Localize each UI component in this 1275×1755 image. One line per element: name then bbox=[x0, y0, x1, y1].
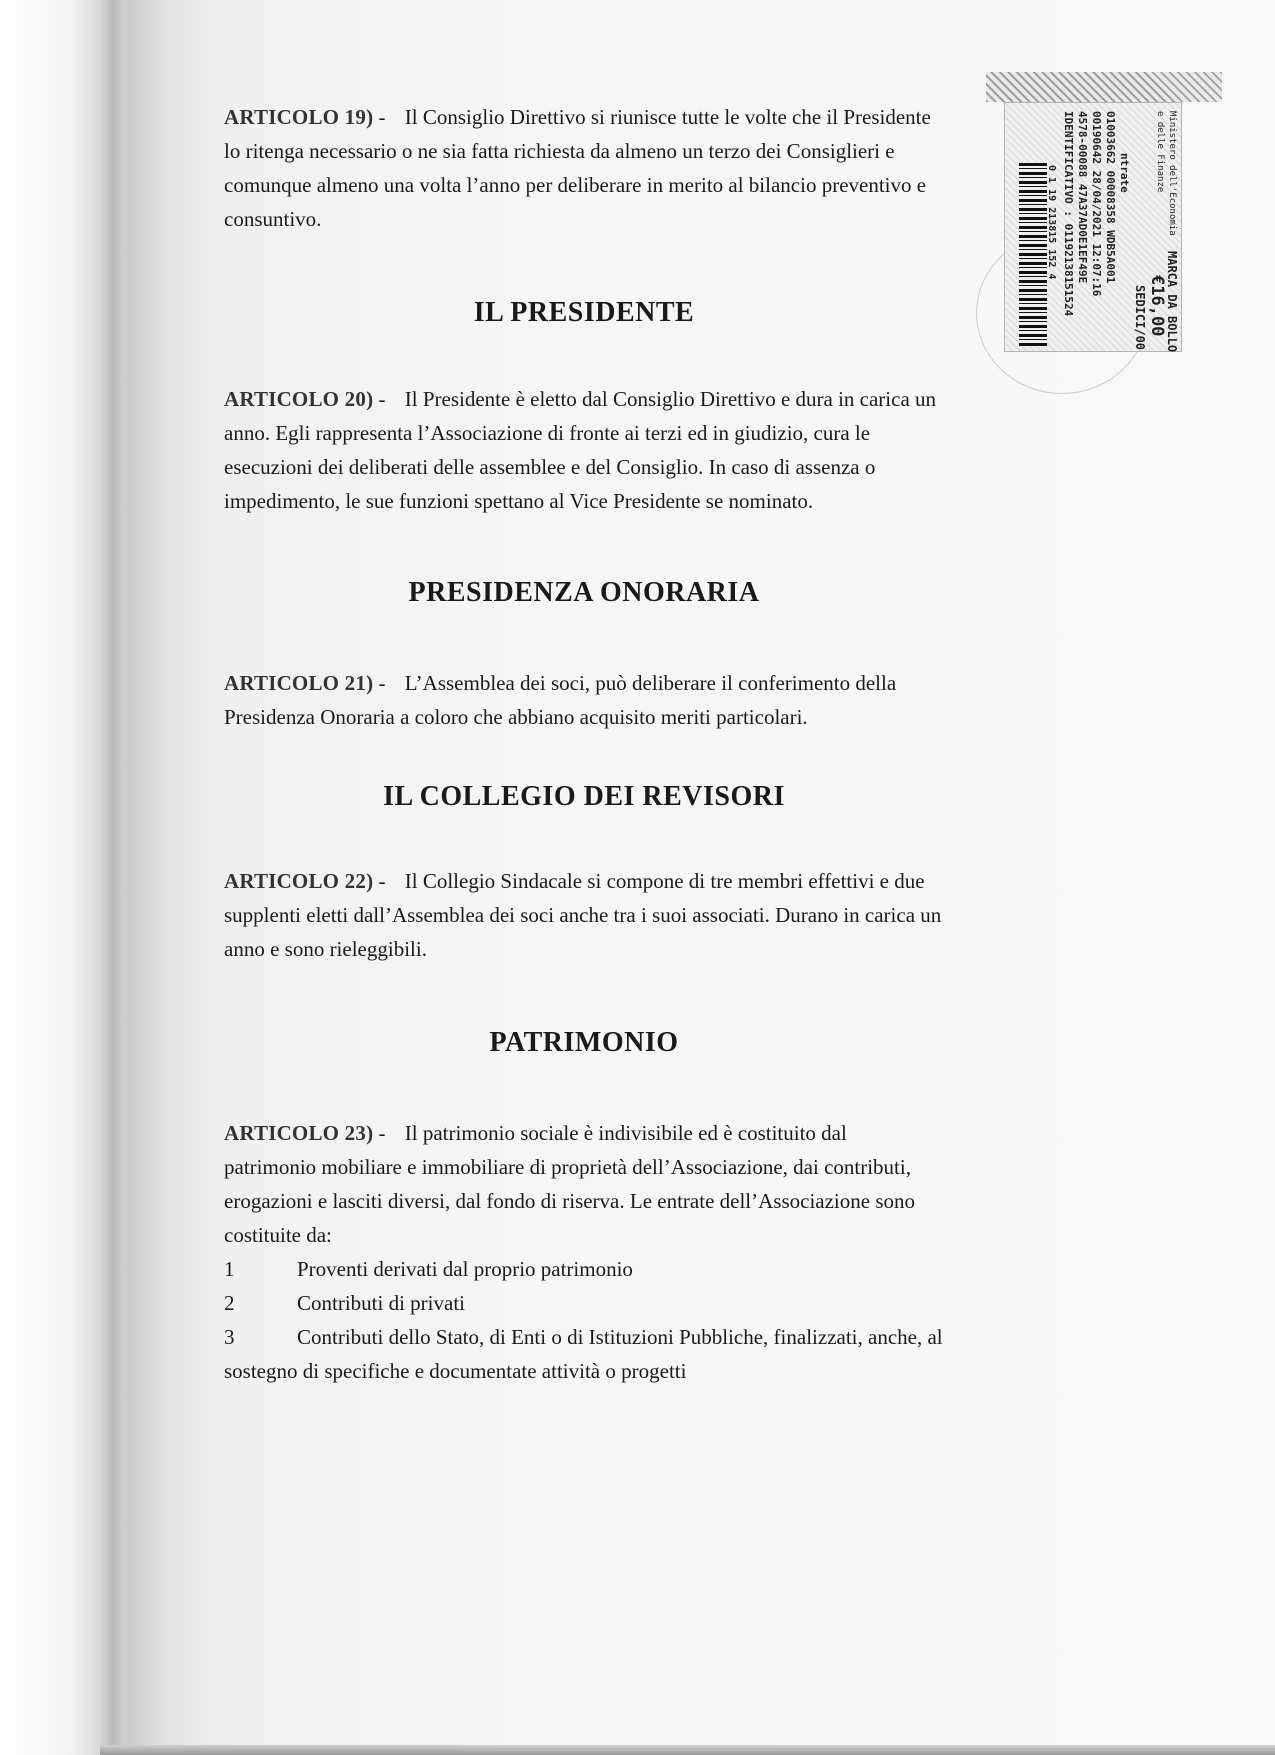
list-number: 1 bbox=[224, 1257, 235, 1281]
stamp-agency: ntrate bbox=[1118, 153, 1131, 193]
article-dash: - bbox=[378, 1121, 386, 1145]
article-text: Il Collegio Sindacale si compone di tre membri effettivi e due supplenti eletti dall’Assemblea dei soci anche tra i suoi associati. Durano in carica un anno e sono rieleggibili. bbox=[224, 869, 942, 961]
article-dash: - bbox=[378, 869, 386, 893]
stamp-value-words: SEDICI/00 bbox=[1133, 285, 1147, 351]
article-22 bbox=[224, 864, 944, 966]
article-text: L’Assemblea dei soci, può deliberare il conferimento della Presidenza Onoraria a coloro che abbiano acquisito meriti particolari. bbox=[224, 671, 897, 729]
article-label: ARTICOLO 19) bbox=[224, 105, 374, 129]
document-body bbox=[224, 100, 944, 1388]
stamp-ministry: Ministero dell'Economia bbox=[1167, 111, 1177, 236]
article-19 bbox=[224, 100, 944, 236]
section-title-presidente: IL PRESIDENTE bbox=[473, 297, 695, 328]
article-20 bbox=[224, 382, 944, 518]
section-title-onoraria: PRESIDENZA ONORARIA bbox=[408, 577, 760, 608]
list-text: Contributi di privati bbox=[297, 1291, 465, 1315]
article-text: Il Presidente è eletto dal Consiglio Direttivo e dura in carica un anno. Egli rappresenta l’Associazione di fronte ai terzi ed in giudizio, cura le esecuzioni dei deliberati delle assemblee e del Consiglio. In caso di assenza o impedimento, le sue funzioni spettano al Vice Presidente se nominato. bbox=[224, 387, 937, 513]
section-title-patrimonio: PATRIMONIO bbox=[489, 1027, 679, 1058]
stamp-code-line: 01003662 00008358 WDB5A001 bbox=[1104, 111, 1117, 284]
article-text: Il Consiglio Direttivo si riunisce tutte le volte che il Presidente lo ritenga necessario o ne sia fatta richiesta da almeno un terzo dei Consiglieri e comunque almeno una volta l’anno per deliberare in merito al bilancio preventivo e consuntivo. bbox=[224, 105, 931, 231]
stamp-value: €16,00 bbox=[1147, 275, 1167, 337]
article-label: ARTICOLO 21) bbox=[224, 671, 374, 695]
article-label: ARTICOLO 22) bbox=[224, 869, 374, 893]
article-dash: - bbox=[378, 387, 386, 411]
barcode-icon bbox=[1019, 163, 1047, 347]
article-23 bbox=[224, 1116, 944, 1388]
stamp-code-line: 4578-00088 47A37AD0E1EF49E bbox=[1076, 111, 1089, 284]
stamp-identifier: IDENTIFICATIVO : 01192138151524 bbox=[1062, 111, 1075, 317]
section-title-revisori: IL COLLEGIO DEI REVISORI bbox=[383, 781, 785, 812]
stamp-ministry-sub: e delle Finanze bbox=[1155, 111, 1165, 193]
list-number: 3 bbox=[224, 1325, 235, 1349]
list-item bbox=[224, 1320, 944, 1388]
stamp-title: MARCA DA BOLLO bbox=[1165, 251, 1179, 353]
stamp-body bbox=[1004, 102, 1182, 352]
page-bottom-edge bbox=[100, 1745, 1275, 1755]
list-item bbox=[224, 1252, 944, 1286]
article-dash: - bbox=[378, 671, 386, 695]
list-text: Proventi derivati dal proprio patrimonio bbox=[297, 1257, 633, 1281]
list-number: 2 bbox=[224, 1291, 235, 1315]
article-dash: - bbox=[378, 105, 386, 129]
book-binding-shadow bbox=[0, 0, 125, 1755]
article-label: ARTICOLO 20) bbox=[224, 387, 374, 411]
revenue-stamp bbox=[986, 72, 1222, 380]
stamp-decorative-border bbox=[986, 72, 1222, 102]
list-text: Contributi dello Stato, di Enti o di Istituzioni Pubbliche, finalizzati, anche, al sostegno di specifiche e documentate attività o progetti bbox=[224, 1325, 943, 1383]
stamp-barcode-number: 0 1 19 213815 152 4 bbox=[1046, 165, 1057, 280]
article-label: ARTICOLO 23) bbox=[224, 1121, 374, 1145]
stamp-code-line: 00190642 28/04/2021 12:07:16 bbox=[1090, 111, 1103, 297]
list-item bbox=[224, 1286, 944, 1320]
article-21 bbox=[224, 666, 944, 734]
article-text: Il patrimonio sociale è indivisibile ed è costituito dal patrimonio mobiliare e immobiliare di proprietà dell’Associazione, dai contributi, erogazioni e lasciti diversi, dal fondo di riserva. Le entrate dell’Associazione sono costituite da: bbox=[224, 1121, 916, 1247]
